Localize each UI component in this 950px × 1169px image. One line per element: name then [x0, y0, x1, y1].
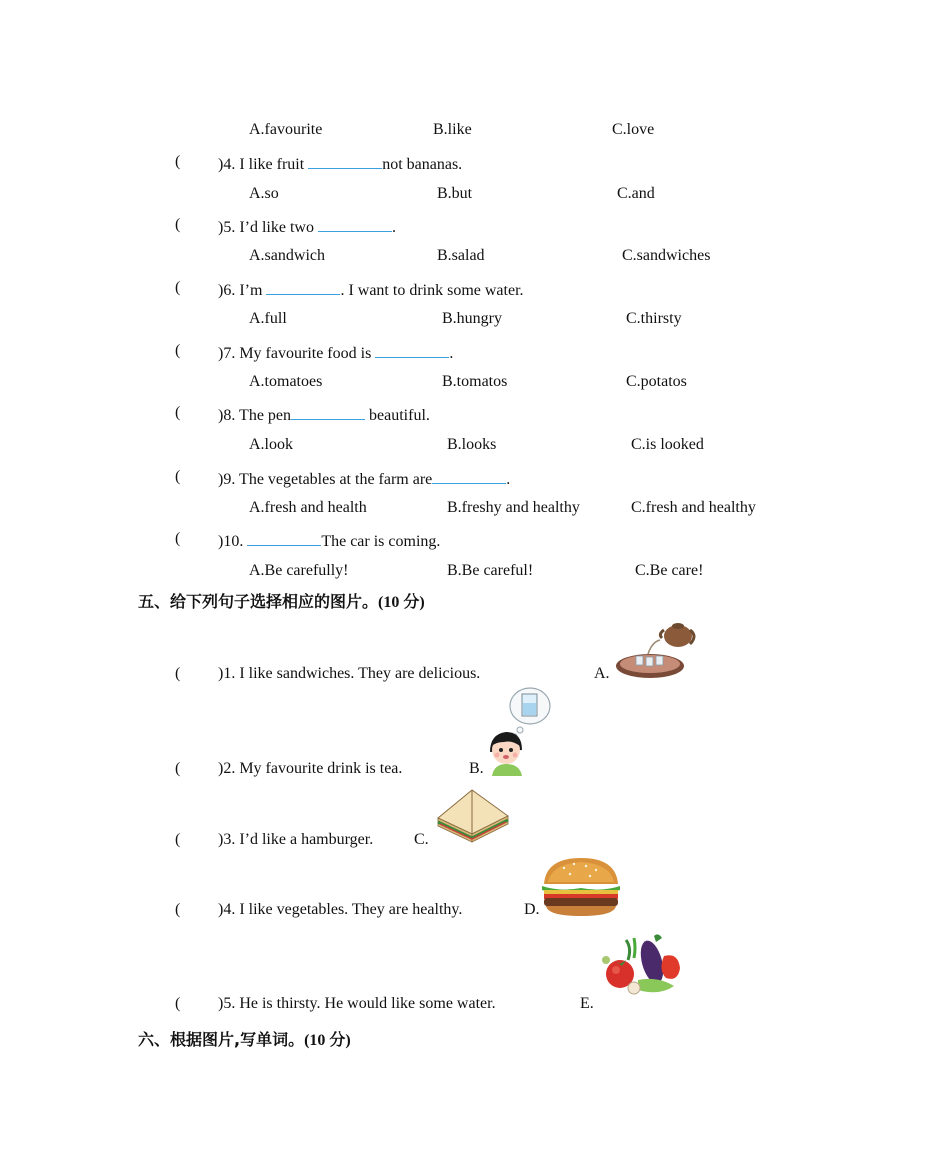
question-text: My favourite food is	[239, 345, 376, 362]
thirsty-boy-icon	[486, 686, 552, 776]
section-6-heading	[138, 1030, 351, 1051]
answer-blank[interactable]	[266, 278, 340, 295]
question-text: . I want to drink some water.	[340, 282, 524, 299]
answer-paren[interactable]: (	[175, 216, 181, 233]
option-a: A.full	[249, 310, 287, 327]
answer-paren[interactable]: (	[175, 530, 181, 547]
question-text: not bananas.	[382, 156, 463, 173]
option-b: B.tomatos	[442, 373, 508, 390]
question-8	[218, 403, 430, 426]
answer-paren[interactable]: (	[175, 995, 181, 1012]
answer-blank[interactable]	[291, 403, 365, 420]
question-text: The vegetables at the farm are	[239, 471, 433, 488]
option-c: C.fresh and healthy	[631, 499, 756, 516]
question-number: )7.	[218, 345, 240, 362]
match-item-3: )3. I’d like a hamburger.	[218, 831, 374, 848]
match-item-4: )4. I like vegetables. They are healthy.	[218, 901, 463, 918]
question-text: I like fruit	[239, 156, 309, 173]
option-c: C.love	[612, 121, 655, 138]
option-b: B.hungry	[442, 310, 502, 327]
question-number: )9.	[218, 471, 240, 488]
option-c: C.and	[617, 185, 655, 202]
option-a: A.favourite	[249, 121, 323, 138]
match-item-2: )2. My favourite drink is tea.	[218, 760, 403, 777]
answer-blank[interactable]	[375, 341, 449, 358]
section-score: (10 分)	[304, 1032, 351, 1049]
question-7	[218, 341, 453, 364]
question-4	[218, 152, 462, 175]
answer-blank[interactable]	[308, 152, 382, 169]
answer-blank[interactable]	[318, 215, 392, 232]
match-item-1: )1. I like sandwiches. They are delicious.	[218, 665, 481, 682]
picture-letter: C.	[414, 831, 429, 848]
answer-paren[interactable]: (	[175, 760, 181, 777]
option-b: B.but	[437, 185, 473, 202]
question-number: )8.	[218, 407, 240, 424]
answer-paren[interactable]: (	[175, 831, 181, 848]
option-a: A.look	[249, 436, 293, 453]
question-text: .	[506, 471, 511, 488]
answer-paren[interactable]: (	[175, 404, 181, 421]
answer-blank[interactable]	[247, 529, 321, 546]
answer-paren[interactable]: (	[175, 279, 181, 296]
section-title: 五、给下列句子选择相应的图片。	[138, 592, 379, 611]
option-a: A.sandwich	[249, 247, 325, 264]
teapot-tray-icon	[612, 620, 696, 682]
sandwich-icon	[432, 784, 514, 844]
option-c: C.thirsty	[626, 310, 682, 327]
picture-letter: E.	[580, 995, 594, 1012]
question-text: beautiful.	[365, 407, 430, 424]
vegetables-icon	[598, 930, 684, 1000]
option-b: B.Be careful!	[447, 562, 534, 579]
question-text: .	[391, 219, 396, 236]
question-6	[218, 278, 524, 301]
question-text: The car is coming.	[321, 533, 441, 550]
question-number: )10.	[218, 533, 248, 550]
question-text: The pen	[239, 407, 292, 424]
option-b: B.looks	[447, 436, 497, 453]
question-number: )6.	[218, 282, 240, 299]
answer-paren[interactable]: (	[175, 153, 181, 170]
picture-letter: D.	[524, 901, 540, 918]
question-number: )5.	[218, 219, 240, 236]
answer-blank[interactable]	[432, 467, 506, 484]
question-10	[218, 529, 440, 552]
option-b: B.freshy and healthy	[447, 499, 580, 516]
answer-paren[interactable]: (	[175, 665, 181, 682]
match-item-5: )5. He is thirsty. He would like some water.	[218, 995, 496, 1012]
option-c: C.Be care!	[635, 562, 704, 579]
question-9	[218, 467, 510, 490]
section-title: 六、根据图片,写单词。	[138, 1030, 305, 1049]
question-text: .	[449, 345, 454, 362]
option-b: B.salad	[437, 247, 485, 264]
section-5-heading	[138, 592, 425, 613]
option-c: C.sandwiches	[622, 247, 711, 264]
option-a: A.Be carefully!	[249, 562, 349, 579]
section-score: (10 分)	[378, 594, 425, 611]
answer-paren[interactable]: (	[175, 342, 181, 359]
question-text: I’m	[239, 282, 267, 299]
answer-paren[interactable]: (	[175, 468, 181, 485]
question-5	[218, 215, 396, 238]
option-a: A.fresh and health	[249, 499, 367, 516]
picture-letter: B.	[469, 760, 484, 777]
question-text: I’d like two	[239, 219, 318, 236]
answer-paren[interactable]: (	[175, 901, 181, 918]
option-b: B.like	[433, 121, 472, 138]
hamburger-icon	[540, 854, 622, 918]
picture-letter: A.	[594, 665, 610, 682]
option-c: C.is looked	[631, 436, 704, 453]
question-number: )4.	[218, 156, 240, 173]
option-a: A.so	[249, 185, 279, 202]
option-c: C.potatos	[626, 373, 687, 390]
option-a: A.tomatoes	[249, 373, 323, 390]
